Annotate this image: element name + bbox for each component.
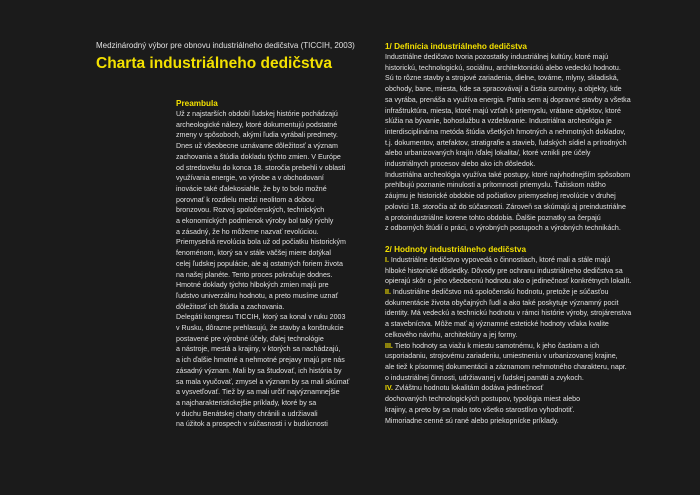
text-line: a vysvetľovať. Tiež by sa mali určiť najvýznamnejšie: [176, 388, 340, 397]
paragraph-first-line: [385, 341, 675, 352]
text-line: Sú to rôzne stavby a strojové zariadenia, dielne, továrne, mlyny, skladiská,: [385, 74, 619, 83]
text-line: slúžia na bývanie, bohoslužbu a vzdelávanie. Industriálna archeológia je: [385, 117, 612, 126]
text-line: inovácie také ďalekosiahle, že by to bolo možné: [176, 184, 327, 193]
text-line: o industriálnej činnosti, udržiavanej v ľudskej pamäti a zvykoch.: [385, 373, 584, 382]
text-line: sa mala vyučovať, zmysel a význam by sa mali skúmať: [176, 377, 350, 386]
text-line: ale tiež k písomnej dokumentácii a záznamom nehmotného charakteru, napr.: [385, 362, 627, 371]
text-line: dokumentácie života obyčajných ľudí a ako také poskytuje významný pocit: [385, 298, 619, 307]
text-line: polovici 18. storočia až do súčasnosti. Zároveň sa skúmajú aj preindustriálne: [385, 202, 626, 211]
text-line: a stavebníctva. Môže mať aj významné estetické hodnoty vďaka kvalite: [385, 320, 609, 329]
text-line: krajiny, a preto by sa malo toto všetko starostlivo vyhodnotiť.: [385, 405, 575, 414]
definicia-body: [385, 52, 675, 234]
text-line: opierajú skôr o jeho všeobecnú hodnotu ako o jedinečnosť konkrétnych lokalít.: [385, 277, 632, 286]
text-line: Už z najstarších období ľudskej histórie pochádzajú: [176, 110, 338, 118]
text-line: fenoménom, ktorý sa v stále väčšej miere dotýkal: [176, 249, 331, 258]
text-line: hlboké historické dôsledky. Dôvody pre ochranu industriálneho dedičstva sa: [385, 266, 623, 275]
paragraph-first-line: [385, 287, 675, 298]
text-line: dôležitosť ich štúdia a zachovania.: [176, 302, 285, 311]
text-line: v Rusku, dôrazne prehlasujú, že stavby a konštrukcie: [176, 324, 344, 333]
document-subtitle: Medzinárodný výbor pre obnovu industriálneho dedičstva (TICCIH, 2003): [96, 41, 355, 50]
paragraph-text: Zvláštnu hodnotu lokalitám dodáva jedinečnosť: [393, 384, 544, 393]
text-line: z odborných štúdií o práci, o výrobných postupoch a výrobných technikách.: [385, 224, 621, 233]
text-line: Dnes už všeobecne uznávame dôležitosť a význam: [176, 142, 338, 151]
text-line: a protoindustriálne korene tohto obdobia. Ďalšie poznatky sa čerpajú: [385, 213, 601, 222]
text-line: a zásadný, že ho môžeme nazvať revolúciou.: [176, 227, 319, 236]
paragraph-first-line: [385, 383, 675, 394]
text-line: sa vyrába, prenáša a využíva energia. Patria sem aj dopravné stavby a všetka: [385, 95, 631, 104]
text-line: alebo urbanizovaných krajín /ďalej lokalita/, ktoré vznikli pre účely: [385, 149, 591, 158]
text-line: porovnať k rozdielu medzi neolitom a dobou: [176, 195, 314, 204]
text-line: archeologické nálezy, ktoré dokumentujú podstatné: [176, 120, 338, 129]
text-line: Delegáti kongresu TICCIH, ktorý sa konal v ruku 2003: [176, 313, 346, 322]
text-line: Industriálna archeológia využíva také postupy, ktoré najvhodnejším spôsobom: [385, 170, 631, 179]
definicia-heading: 1/ Definícia industriálneho dedičstva: [385, 42, 527, 51]
text-line: interdisciplinárna metóda štúdia všetkých hmotných a nehmotných dokladov,: [385, 127, 626, 136]
text-line: infraštruktúra, miesta, ktoré majú vzťah k priemyslu, vrátane objektov, ktoré: [385, 106, 621, 115]
preambula-heading: Preambula: [176, 99, 218, 108]
paragraph-first-line: [385, 255, 675, 266]
text-line: na našej planéte. Tento proces pokračuje dodnes.: [176, 270, 333, 279]
text-line: od stredoveku do konca 18. storočia prebehli v oblasti: [176, 163, 346, 172]
text-line: Industriálne dedičstvo tvoria pozostatky industriálnej kultúry, ktoré majú: [385, 53, 609, 61]
text-line: využívania energie, vo výrobe a v obchodovaní: [176, 174, 324, 183]
text-line: a ich ďalšie hmotné a nehmotné prejavy majú pre nás: [176, 356, 345, 365]
text-line: postavené pre výrobné účely, ďalej technológie: [176, 334, 324, 343]
preambula-body: [176, 109, 376, 430]
text-line: a ekonomických podmienok výroby bol taký rýchly: [176, 217, 334, 226]
text-line: záujmu je historické obdobie od počiatkov priemyselnej revolúcie v druhej: [385, 192, 616, 201]
text-line: na úžitok a prospech v súčasnosti i v budúcnosti: [176, 420, 328, 429]
text-line: prehlbujú poznanie minulosti a prítomnosti priemyslu. Ťažiskom nášho: [385, 181, 606, 190]
text-line: obchody, bane, miesta, kde sa spracovávají a čistia suroviny, a objekty, kde: [385, 85, 622, 94]
text-line: zachovania a štúdia dokladu týchto zmien. V Európe: [176, 152, 341, 161]
paragraph-text: Tieto hodnoty sa viažu k miestu samotnému, k jeho častiam a ich: [392, 341, 600, 350]
text-line: zásadný význam. Mali by sa študovať, ich história by: [176, 366, 342, 375]
paragraph-text: Industriálne dedičstvo vypovedá o činnostiach, ktoré mali a stále majú: [388, 255, 611, 264]
text-line: a najcharakteristickejšie príklady, ktoré by sa: [176, 398, 317, 407]
text-line: zmeny v spôsoboch, akými ľudia vyrábali predmety.: [176, 131, 339, 140]
text-line: t.j. dokumentov, artefaktov, stratigrafie a stavieb, ľudských sídiel a prírodných: [385, 138, 627, 147]
right-column: [385, 41, 675, 426]
document-title: Charta industriálneho dedičstva: [96, 55, 332, 72]
text-line: a nástroje, mestá a krajiny, v ktorých sa nachádzajú,: [176, 345, 341, 354]
text-line: celkového návrhu, architektúry a jej formy.: [385, 330, 518, 339]
paragraph-numeral: III.: [385, 341, 393, 350]
text-line: bronzovou. Rozvoj spoločenských, technických: [176, 206, 325, 215]
paragraph-numeral: I.: [385, 255, 389, 264]
paragraph-numeral: IV.: [385, 384, 394, 393]
text-line: usporiadaniu, strojovému zariadeniu, umiestneniu v urbanizovanej krajine,: [385, 352, 618, 361]
text-line: celej ľudskej populácie, ale aj ostatných foriem života: [176, 259, 343, 268]
text-line: v duchu Benátskej charty chránili a udržiavali: [176, 409, 318, 418]
text-line: Mimoriadne cenné sú rané alebo priekopnícke príklady.: [385, 416, 559, 425]
text-line: Priemyselná revolúcia bola už od počiatku historickým: [176, 238, 346, 247]
text-line: identity. Má vedeckú a technickú hodnotu v rámci histórie výroby, strojárenstva: [385, 309, 632, 318]
text-line: dochovaných technologických postupov, typológia miest alebo: [385, 395, 581, 404]
preambula-section: [176, 98, 376, 430]
hodnoty-body: [385, 255, 675, 426]
text-line: historickú, technologickú, sociálnu, architektonickú alebo vedeckú hodnotu.: [385, 63, 621, 72]
paragraph-text: Industriálne dedičstvo má spoločenskú hodnotu, pretože je súčasťou: [390, 288, 609, 297]
hodnoty-heading: 2/ Hodnoty industriálneho dedičstva: [385, 244, 527, 254]
text-line: Hmotné doklady týchto hlbokých zmien majú pre: [176, 281, 329, 290]
text-line: ľudstvo univerzálnu hodnotu, a preto musíme uznať: [176, 291, 339, 300]
text-line: industriálnych procesov alebo ako ich dôsledok.: [385, 160, 536, 169]
paragraph-numeral: II.: [385, 288, 391, 297]
